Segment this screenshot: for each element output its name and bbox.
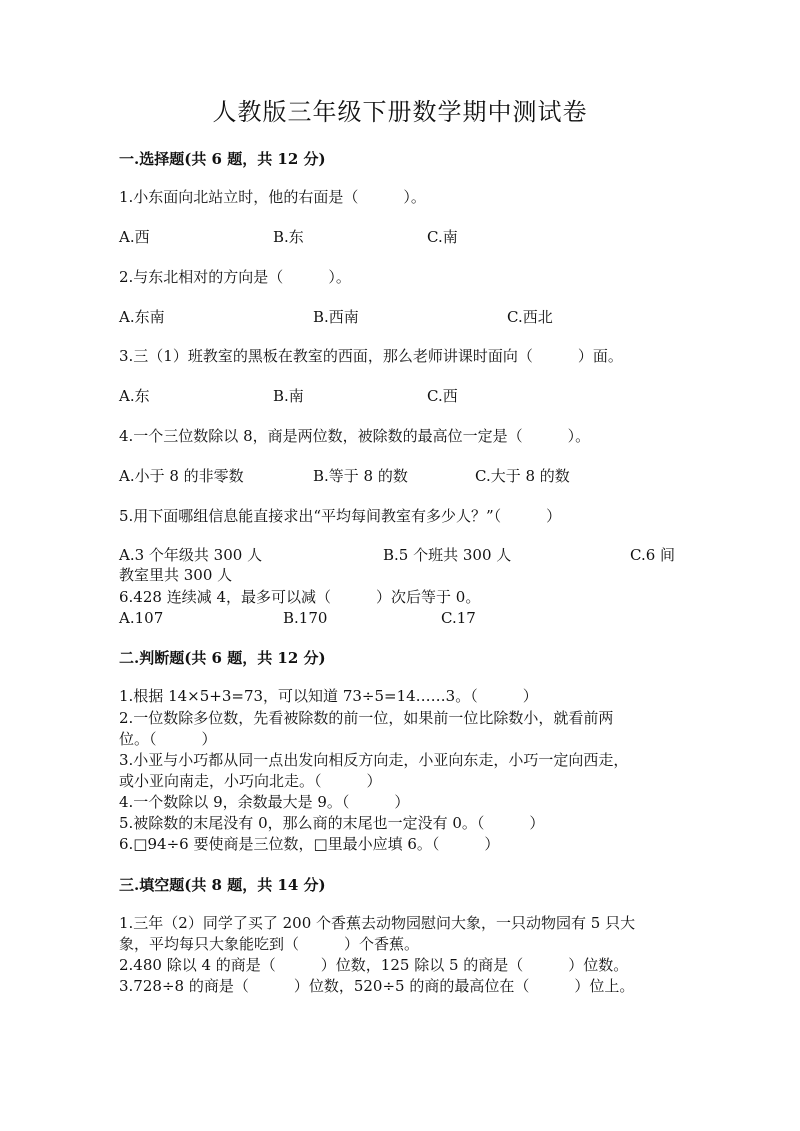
fill-in-line-4: 3.728÷8 的商是（ ）位数，520÷5 的商的最高位在（ ）位上。: [119, 977, 635, 995]
question-4-option-a: A.小于 8 的非零数: [119, 467, 244, 485]
fill-in-line-2: 象，平均每只大象能吃到（ ）个香蕉。: [119, 935, 420, 953]
question-4-option-b: B.等于 8 的数: [313, 467, 408, 485]
judgement-line-2: 2.一位数除多位数，先看被除数的前一位，如果前一位比除数小，就看前两: [119, 709, 614, 727]
question-1-option-c: C.南: [427, 228, 458, 246]
fill-in-line-3: 2.480 除以 4 的商是（ ）位数，125 除以 5 的商是（ ）位数。: [119, 956, 629, 974]
judgement-line-7: 5.被除数的末尾没有 0，那么商的末尾也一定没有 0。（ ）: [119, 814, 545, 832]
question-4-stem: 4.一个三位数除以 8，商是两位数，被除数的最高位一定是（ ）。: [119, 427, 591, 445]
question-3-option-a: A.东: [119, 387, 150, 405]
question-6-option-c: C.17: [441, 609, 476, 627]
question-2-stem: 2.与东北相对的方向是（ ）。: [119, 268, 351, 286]
question-5-option-c-continuation: 教室里共 300 人: [119, 566, 233, 584]
judgement-line-6: 4.一个数除以 9，余数最大是 9。（ ）: [119, 793, 410, 811]
judgement-line-4: 3.小亚与小巧都从同一点出发向相反方向走，小亚向东走，小巧一定向西走，: [119, 751, 629, 769]
question-5-option-b: B.5 个班共 300 人: [383, 546, 512, 564]
page-title: 人教版三年级下册数学期中测试卷: [212, 98, 588, 126]
question-3-option-c: C.西: [427, 387, 458, 405]
question-6-stem: 6.428 连续减 4，最多可以减（ ）次后等于 0。: [119, 588, 481, 606]
question-3-stem: 3.三（1）班教室的黑板在教室的西面，那么老师讲课时面向（ ）面。: [119, 347, 623, 365]
question-4-option-c: C.大于 8 的数: [475, 467, 570, 485]
question-6-option-b: B.170: [283, 609, 328, 627]
section-heading-choice: 一.选择题(共 6 题，共 12 分): [119, 150, 326, 168]
question-1-option-b: B.东: [273, 228, 304, 246]
judgement-line-3: 位。（ ）: [119, 730, 217, 748]
question-1-option-a: A.西: [119, 228, 150, 246]
judgement-line-8: 6.□94÷6 要使商是三位数，□里最小应填 6。（ ）: [119, 835, 500, 853]
section-heading-judgement: 二.判断题(共 6 题，共 12 分): [119, 649, 326, 667]
judgement-line-5: 或小亚向南走，小巧向北走。（ ）: [119, 772, 382, 790]
question-2-option-c: C.西北: [507, 308, 553, 326]
question-2-option-a: A.东南: [119, 308, 165, 326]
question-5-option-c: C.6 间: [630, 546, 676, 564]
question-6-option-a: A.107: [119, 609, 164, 627]
fill-in-line-1: 1.三年（2）同学了买了 200 个香蕉去动物园慰问大象，一只动物园有 5 只大: [119, 914, 636, 932]
question-1-stem: 1.小东面向北站立时，他的右面是（ ）。: [119, 188, 426, 206]
question-3-option-b: B.南: [273, 387, 304, 405]
judgement-line-1: 1.根据 14×5+3=73，可以知道 73÷5=14……3。（ ）: [119, 687, 538, 705]
question-5-option-a: A.3 个年级共 300 人: [119, 546, 263, 564]
question-5-stem: 5.用下面哪组信息能直接求出“平均每间教室有多少人？”（ ）: [119, 507, 562, 525]
question-2-option-b: B.西南: [313, 308, 359, 326]
section-heading-fill-in: 三.填空题(共 8 题，共 14 分): [119, 876, 326, 894]
